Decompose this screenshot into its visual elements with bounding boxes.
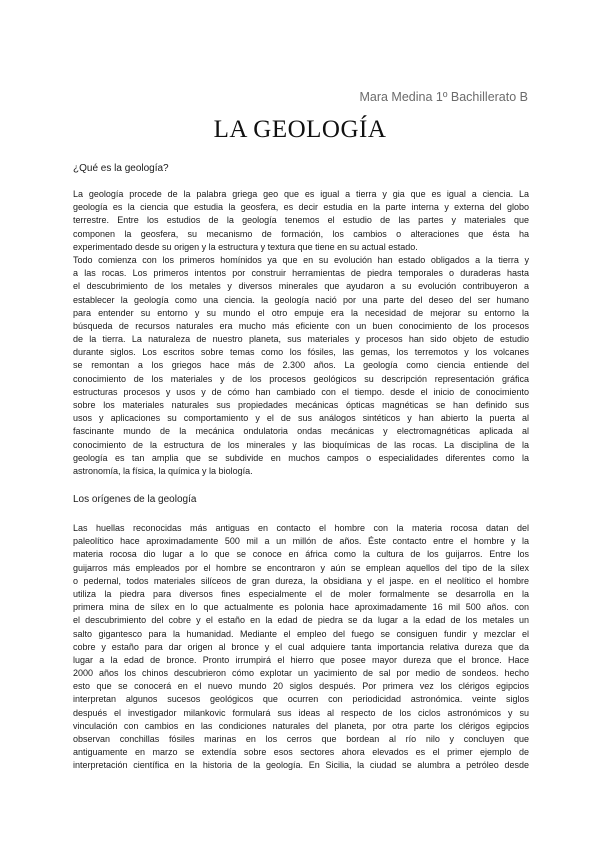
paragraph-line: el descubrimiento del cobre y el estaño en la edad de piedra se da lugar a la edad de los metales un [73,615,529,626]
paragraph-line: usos y aplicaciones su comportamiento y el de sus análogos sintéticos y han abierto la puerta al [73,413,529,424]
author-line: Mara Medina 1º Bachillerato B [359,90,528,104]
paragraph-line: el descubrimiento de los metales y diversos minerales que ayudaron a su evolución contribuyeron a [73,281,529,292]
paragraph-line: paleolítico hace aproximadamente 500 mil a un millón de años. Éste contacto entre el hombre y la [73,536,529,547]
paragraph-line: salto gigantesco para la humanidad. Mediante el empleo del fuego se consiguen fundir y mezclar el [73,628,529,639]
section-body-origenes [73,522,529,773]
section-body-que-es [73,188,529,478]
paragraph-line: observan conchillas fósiles marinas en los cerros que bordean al río nilo y concluyen que [73,734,529,744]
paragraph-line: antiguamente en marzo se extendía sobre esos sectores ahora elevados es el primer ejemplo de [73,747,529,758]
paragraph-line: estructuras procesos y usos y de cómo han cambiado con el tiempo. desde el inicio de conocimiento [73,386,529,397]
paragraph-line: sobre los materiales naturales sus propiedades mecánicas ópticas magnéticas se han definido sus [73,400,529,410]
paragraph-line: geología es la ciencia que estudia la geosfera, es decir estudia en la parte interna y externa del globo [73,202,529,213]
paragraph-line: para entender su entorno y su mundo el otro empuje era la necesidad de mejorar su entorno la [73,307,529,318]
paragraph-line: guijarros más empleados por el hombre se encontraron y aún se emplean aquellos del tipo de la sílex [73,562,529,573]
paragraph-line: durante siglos. Los escritos sobre temas como los fósiles, las gemas, los terremotos y los volcanes [73,347,529,358]
paragraph-line: experimentado desde su origen y la estructura y textura que tiene en su actual estado. [73,241,418,252]
paragraph-line: de la tierra. La naturaleza de nuestro planeta, sus materiales y procesos han sido objeto de estudio [73,334,529,345]
paragraph-line: esto que se conocerá en el nuevo mundo 20 siglos después. Por primera vez los clérigos egipcios [73,681,529,692]
paragraph-line: astronomía, la física, la química y la biología. [73,465,253,476]
page-title: LA GEOLOGÍA [213,116,387,143]
paragraph-line: 2000 años los chinos descubrieron cómo explotar un yacimiento de sal por medio de sondeos. hecho [73,668,529,679]
paragraph-line: cobre y estaño para dar origen al bronce y el cual adquiere tanta importancia relativa dureza que da [73,641,529,652]
paragraph-line: componen la geosfera, su mecanismo de formación, los cambios o alteraciones que ésta ha [73,228,529,239]
paragraph-line: fascinante mundo de la mecánica ondulatoria ondas mecánicas y electromagnéticas aplicada al [73,426,529,437]
paragraph-line: utiliza la piedra para diversos fines especialmente el de moler formalmente se desarrolla en la [73,588,529,599]
paragraph-line: se remontan a los griegos hace más de 2.300 años. La geología como ciencia entiende del [73,360,529,371]
paragraph-line: vinculación con cambios en las condiciones naturales del planeta, por otra parte los clérigos egipcios [73,720,529,731]
paragraph-line: después el investigador milankovic formulará sus ideas al respecto de los ciclos astronómicos y su [73,707,529,718]
section-heading-que-es: ¿Qué es la geología? [73,163,169,174]
paragraph-line: interpretan algunos sucesos geológicos que ocurren con periodicidad astronómica. veinte siglos [73,694,529,705]
paragraph-line: a las rocas. Los primeros intentos por construir herramientas de piedra temporales o duraderas hasta [73,268,529,279]
paragraph-line: Todo comienza con los primeros homínidos ya que en su evolución han estado obligados a la tierra y [73,254,529,265]
section-heading-origenes: Los orígenes de la geología [73,494,197,505]
paragraph-line: interpretación científica en la historia de la geología. En Sicilia, la ciudad se alumbra a petróleo desde [73,760,529,771]
paragraph-line: búsqueda de recursos naturales era mucho más eficiente con un buen conocimiento de los procesos [73,320,529,331]
paragraph-line: establecer la geología como una ciencia. la geología nació por una parte del deseo del ser humano [73,294,529,305]
paragraph-line: Las huellas reconocidas más antiguas en contacto el hombre con la materia rocosa datan del [73,523,529,533]
paragraph-line: conocimiento de los materiales y de los procesos geológicos su descripción representación gráfica [73,373,529,384]
paragraph-line: geología es tan amplia que se subdivide en muchos campos o especialidades diferentes como la [73,452,529,463]
paragraph-line: La geología procede de la palabra griega geo que es igual a tierra y gia que es igual a ciencia. La [73,189,529,199]
paragraph-line: conocimiento de la estructura de los minerales y las bioquímicas de las rocas. La disciplina de la [73,439,529,450]
paragraph-line: primera mina de sílex en lo que actualmente es polonia hace aproximadamente 16 mil 500 años. con [73,602,529,613]
paragraph-line: materia rocosa dio lugar a lo que se conoce en áfrica como la cultura de los guijarros. Entre los [73,549,529,560]
paragraph-line: lugar a la edad de bronce. Pronto irrumpirá el hierro que posee mayor dureza que el bronce. Hace [73,654,529,665]
paragraph-line: o pedernal, todos materiales silíceos de gran dureza, la obsidiana y el jaspe. en el neolítico el hombre [73,575,529,586]
paragraph-line: terrestre. Entre los estudios de la geología tenemos el estudio de las partes y materiales que [73,215,529,226]
